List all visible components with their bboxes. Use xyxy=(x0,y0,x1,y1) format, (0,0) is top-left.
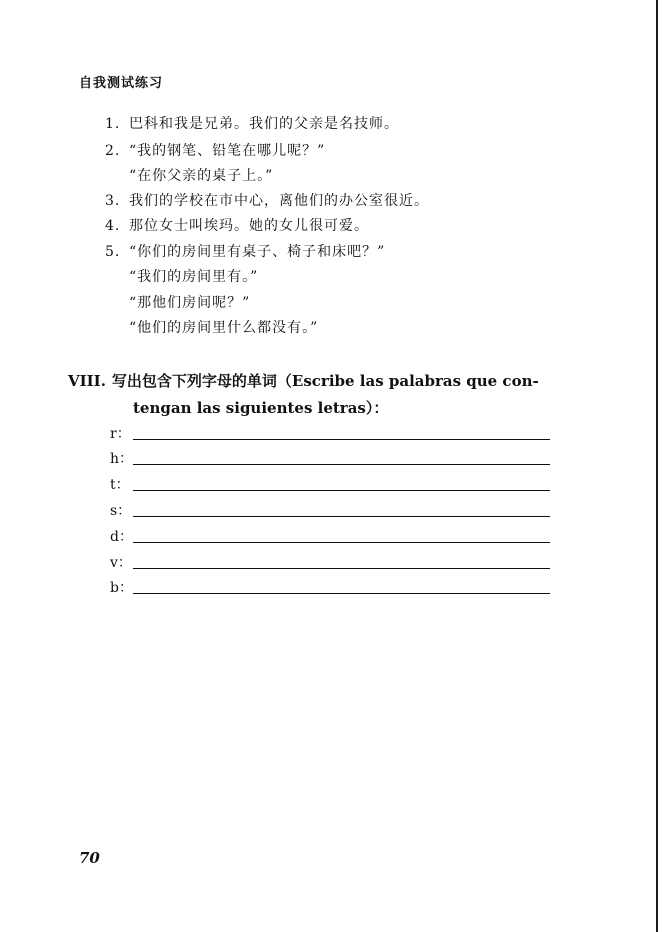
answer-blank[interactable] xyxy=(133,593,550,594)
page-number: 70 xyxy=(79,849,100,867)
sentence-item xyxy=(105,191,429,211)
section-title-line1: 写出包含下列字母的单词（Escribe las palabras que con- xyxy=(111,372,539,390)
sentence-item xyxy=(105,242,385,262)
sentence-number: 1. xyxy=(105,116,121,132)
answer-blank[interactable] xyxy=(133,490,550,491)
sentence-text: “我的钢笔、铅笔在哪儿呢？” xyxy=(129,143,326,159)
sentence-item xyxy=(105,114,399,134)
answer-letter: r： xyxy=(110,426,131,442)
sentence-text: “在你父亲的桌子上。” xyxy=(129,168,274,184)
sentence-text: “那他们房间呢？” xyxy=(129,295,251,311)
sentence-number: 2. xyxy=(105,143,121,159)
sentence-item xyxy=(105,141,325,161)
answer-blank[interactable] xyxy=(133,439,550,440)
sentence-item xyxy=(129,267,258,287)
section-title xyxy=(68,370,539,391)
answer-letter: d： xyxy=(110,529,133,545)
answer-letter: t： xyxy=(110,477,130,493)
answer-letter: h： xyxy=(110,451,134,467)
section-title-line2: tengan las siguientes letras）： xyxy=(133,399,389,417)
sentence-number: 3. xyxy=(105,193,121,209)
sentence-text: “你们的房间里有桌子、椅子和床吧？” xyxy=(129,244,386,260)
answer-blank[interactable] xyxy=(133,516,550,517)
sentence-text: 巴科和我是兄弟。我们的父亲是名技师。 xyxy=(129,116,399,132)
answer-letter: s： xyxy=(110,503,132,519)
answer-letter: b： xyxy=(110,580,133,596)
sentence-number: 5. xyxy=(105,244,121,260)
section-number: VIII. xyxy=(68,372,106,390)
answer-blank[interactable] xyxy=(133,568,550,569)
sentence-item xyxy=(105,216,369,236)
sentence-number: 4. xyxy=(105,218,121,234)
page-header: 自我测试练习 xyxy=(79,76,164,91)
sentence-text: 我们的学校在市中心，离他们的办公室很近。 xyxy=(129,193,429,209)
sentence-item xyxy=(129,166,273,186)
answer-letter: v： xyxy=(110,555,132,571)
page-edge-line xyxy=(656,0,658,932)
answer-blank[interactable] xyxy=(133,464,550,465)
sentence-text: “我们的房间里有。” xyxy=(129,269,259,285)
sentence-item xyxy=(129,293,250,313)
sentence-text: 那位女士叫埃玛。她的女儿很可爱。 xyxy=(129,218,369,234)
answer-blank[interactable] xyxy=(133,542,550,543)
sentence-text: “他们的房间里什么都没有。” xyxy=(129,320,319,336)
sentence-item xyxy=(129,318,318,338)
